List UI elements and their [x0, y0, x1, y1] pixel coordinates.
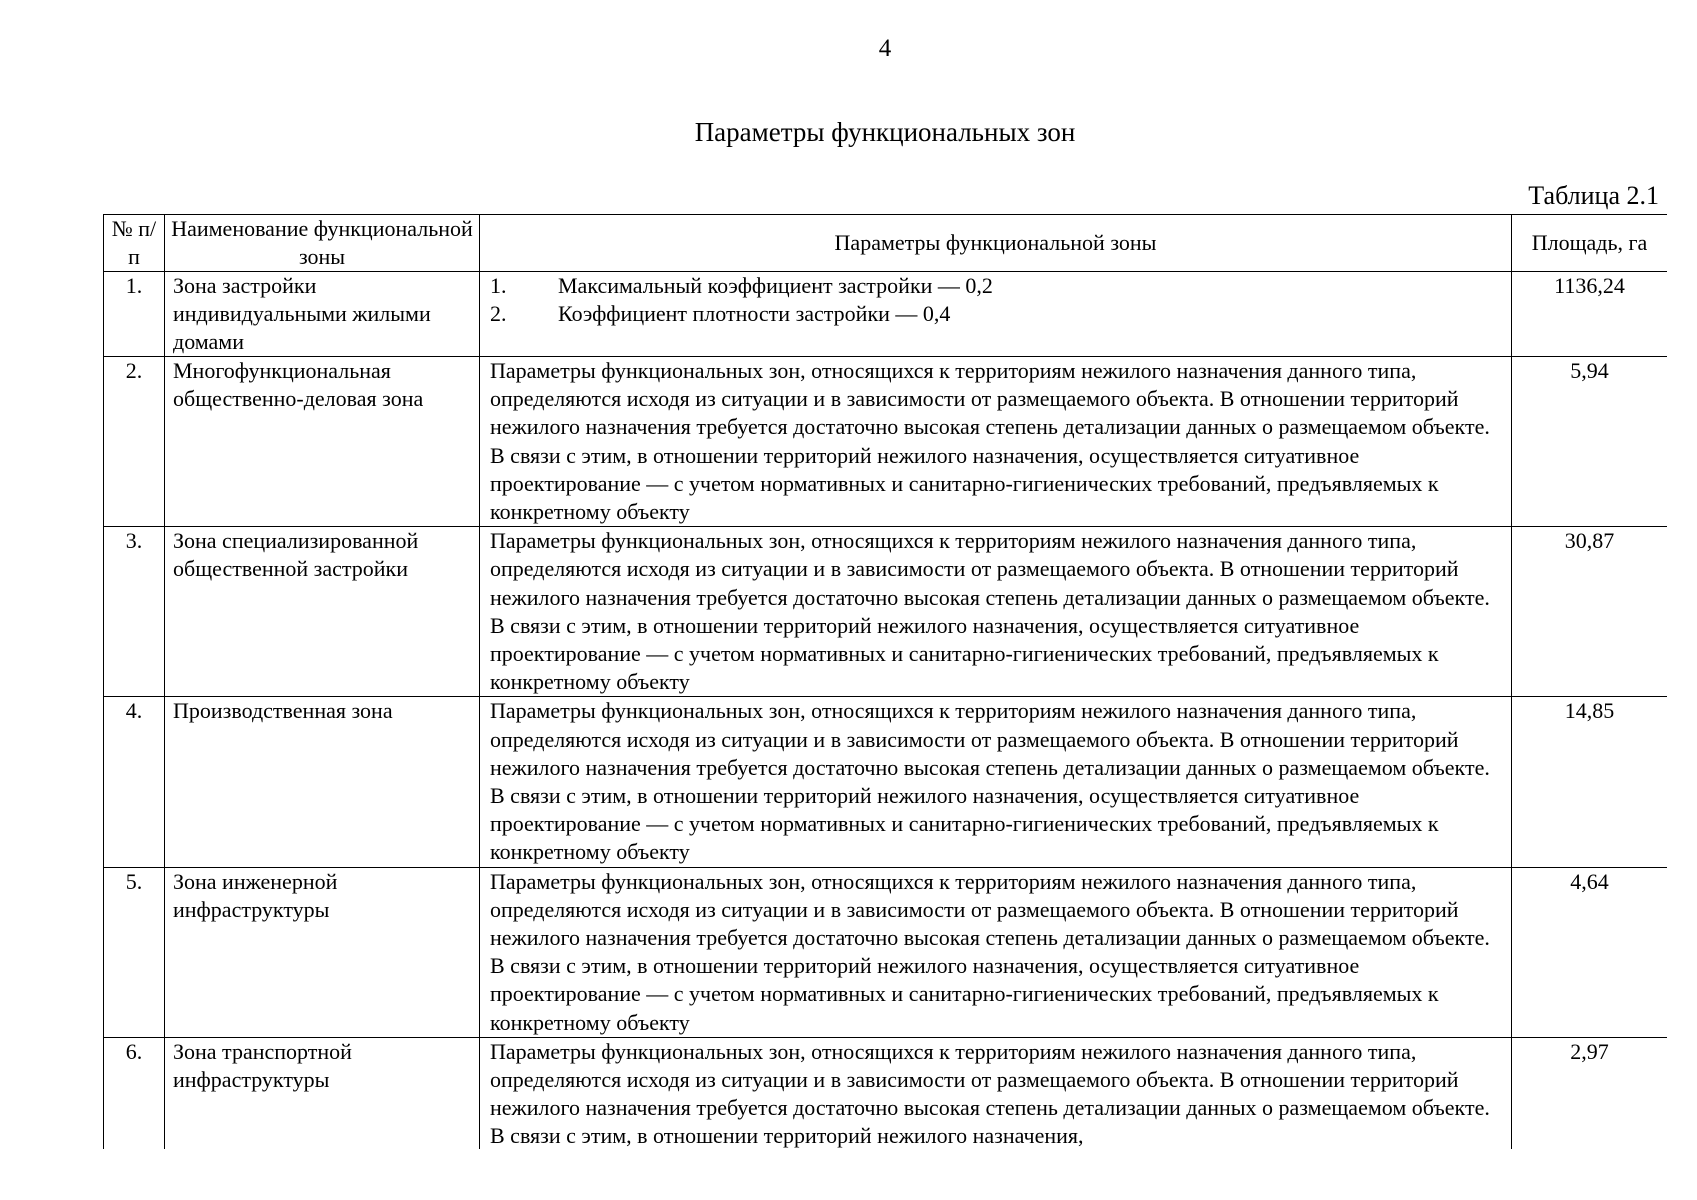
zone-params: [480, 272, 1512, 357]
zone-params: Параметры функциональных зон, относящихся к территориям нежилого назначения данного типа, определяются исходя из ситуации и в зависимости от размещаемого объекта. В отношении территорий нежилого назначения требуется достаточно высокая степень детализации данных о размещаемом объекте. В связи с этим, в отношении территорий нежилого назначения, осуществляется ситуативное проектирование — с учетом нормативных и санитарно-гигиенических требований, предъявляемых к конкретному объекту: [480, 867, 1512, 1037]
header-name: Наименование функциональной зоны: [165, 215, 480, 272]
zones-table: [103, 214, 1667, 1149]
zone-area: 30,87: [1512, 527, 1668, 697]
list-item-number: 2.: [490, 301, 507, 327]
zone-area: 5,94: [1512, 357, 1668, 527]
table-row: [104, 867, 1668, 1037]
zone-name: Зона транспортной инфраструктуры: [165, 1037, 480, 1149]
row-num: 3.: [104, 527, 165, 697]
zone-name: Производственная зона: [165, 697, 480, 867]
page-number: 4: [878, 35, 892, 62]
table-label: Таблица 2.1: [1528, 181, 1659, 210]
list-item: [490, 300, 1503, 328]
header-num: № п/п: [104, 215, 165, 272]
row-num: 5.: [104, 867, 165, 1037]
zone-name: Многофункциональная общественно-деловая зона: [165, 357, 480, 527]
zone-params: Параметры функциональных зон, относящихся к территориям нежилого назначения данного типа, определяются исходя из ситуации и в зависимости от размещаемого объекта. В отношении территорий нежилого назначения требуется достаточно высокая степень детализации данных о размещаемом объекте. В связи с этим, в отношении территорий нежилого назначения, осуществляется ситуативное проектирование — с учетом нормативных и санитарно-гигиенических требований, предъявляемых к конкретному объекту: [480, 527, 1512, 697]
param-list: [490, 272, 1503, 328]
zone-params: Параметры функциональных зон, относящихся к территориям нежилого назначения данного типа, определяются исходя из ситуации и в зависимости от размещаемого объекта. В отношении территорий нежилого назначения требуется достаточно высокая степень детализации данных о размещаемом объекте. В связи с этим, в отношении территорий нежилого назначения, осуществляется ситуативное проектирование — с учетом нормативных и санитарно-гигиенических требований, предъявляемых к конкретному объекту: [480, 697, 1512, 867]
zone-area: 1136,24: [1512, 272, 1668, 357]
zone-params: Параметры функциональных зон, относящихся к территориям нежилого назначения данного типа, определяются исходя из ситуации и в зависимости от размещаемого объекта. В отношении территорий нежилого назначения требуется достаточно высокая степень детализации данных о размещаемом объекте. В связи с этим, в отношении территорий нежилого назначения, осуществляется ситуативное проектирование — с учетом нормативных и санитарно-гигиенических требований, предъявляемых к конкретному объекту: [480, 357, 1512, 527]
zone-params: Параметры функциональных зон, относящихся к территориям нежилого назначения данного типа, определяются исходя из ситуации и в зависимости от размещаемого объекта. В отношении территорий нежилого назначения требуется достаточно высокая степень детализации данных о размещаемом объекте. В связи с этим, в отношении территорий нежилого назначения,: [480, 1037, 1512, 1149]
header-area: Площадь, га: [1512, 215, 1668, 272]
table-row: [104, 1037, 1668, 1149]
table-row: [104, 272, 1668, 357]
zone-name: Зона специализированной общественной застройки: [165, 527, 480, 697]
zone-name: Зона инженерной инфраструктуры: [165, 867, 480, 1037]
row-num: 2.: [104, 357, 165, 527]
zone-area: 2,97: [1512, 1037, 1668, 1149]
zone-area: 4,64: [1512, 867, 1668, 1037]
row-num: 4.: [104, 697, 165, 867]
list-item: [490, 272, 1503, 300]
row-num: 1.: [104, 272, 165, 357]
header-params: Параметры функциональной зоны: [480, 215, 1512, 272]
table-row: [104, 357, 1668, 527]
list-item-text: Коэффициент плотности застройки — 0,4: [558, 301, 951, 327]
page-title: Параметры функциональных зон: [694, 117, 1076, 147]
list-item-number: 1.: [490, 273, 507, 298]
zone-name: Зона застройки индивидуальными жилыми домами: [165, 272, 480, 357]
zone-area: 14,85: [1512, 697, 1668, 867]
table-header-row: [104, 215, 1668, 272]
table-row: [104, 697, 1668, 867]
table-container: [103, 214, 1667, 1149]
list-item-text: Максимальный коэффициент застройки — 0,2: [558, 273, 993, 298]
table-row: [104, 527, 1668, 697]
row-num: 6.: [104, 1037, 165, 1149]
